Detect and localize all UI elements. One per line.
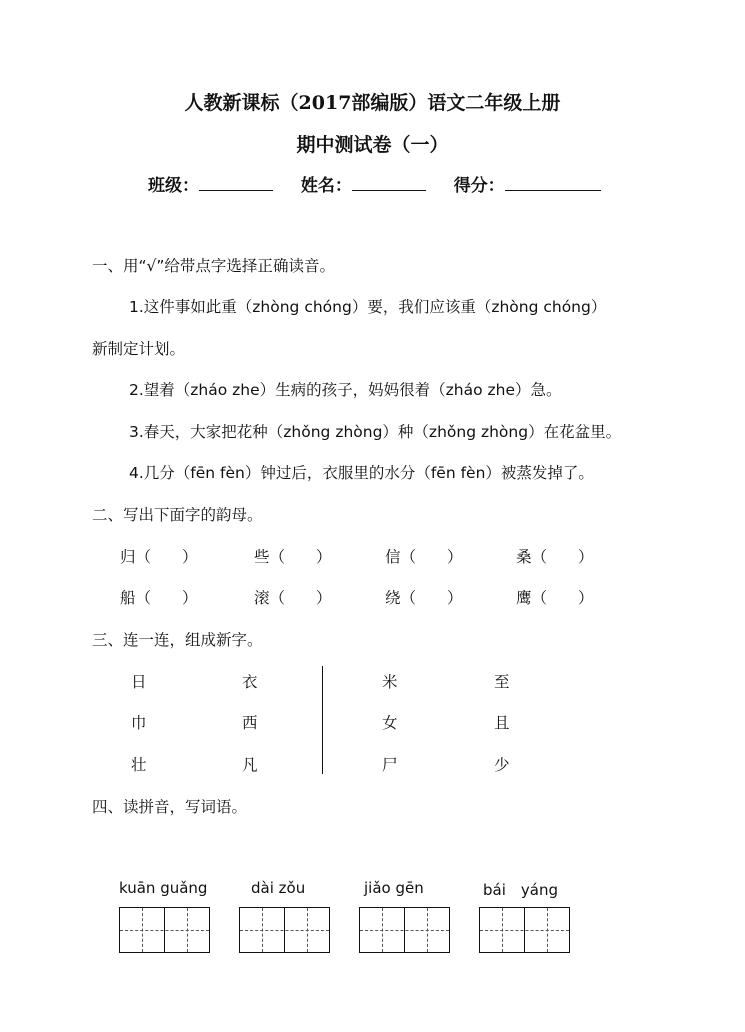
- column-divider: [322, 666, 323, 774]
- section1-item-3: 3.春天，大家把花种（zhǒng zhòng）种（zhǒng zhòng）在花盆里。: [129, 423, 622, 441]
- section1-heading: 一、用“√”给带点字选择正确读音。: [92, 257, 335, 275]
- section1-item-2: 2.望着（zháo zhe）生病的孩子，妈妈很着（zháo zhe）急。: [129, 381, 562, 399]
- writing-grid[interactable]: [119, 907, 210, 953]
- section4-heading: 四、读拼音，写词语。: [92, 798, 248, 816]
- student-info-line: [148, 171, 601, 196]
- grid-guide: [480, 930, 569, 931]
- section2-item: 滚（ ）: [254, 589, 332, 607]
- match-char[interactable]: 且: [494, 714, 510, 732]
- section2-item: 桑（ ）: [516, 548, 594, 566]
- class-blank[interactable]: [199, 173, 273, 191]
- section2-item: 些（ ）: [254, 548, 332, 566]
- pinyin-label: jiǎo gēn: [364, 879, 424, 897]
- match-char[interactable]: 凡: [242, 756, 258, 774]
- grid-guide: [360, 930, 449, 931]
- match-char[interactable]: 西: [242, 714, 258, 732]
- match-char[interactable]: 少: [494, 756, 510, 774]
- writing-grid[interactable]: [239, 907, 330, 953]
- section1-item-4: 4.几分（fēn fèn）钟过后，衣服里的水分（fēn fèn）被蒸发掉了。: [129, 464, 594, 482]
- writing-grid[interactable]: [479, 907, 570, 953]
- name-blank[interactable]: [352, 173, 426, 191]
- match-char[interactable]: 女: [382, 714, 398, 732]
- pinyin-label: kuān guǎng: [119, 879, 208, 897]
- section2-item: 信（ ）: [385, 548, 463, 566]
- match-char[interactable]: 巾: [131, 714, 147, 732]
- section1-item-1: 1.这件事如此重（zhòng chóng）要，我们应该重（zhòng chóng）: [129, 298, 607, 316]
- class-label: 班级：: [148, 176, 199, 196]
- grid-guide: [120, 930, 209, 931]
- page-subtitle: 期中测试卷（一）: [296, 134, 449, 156]
- writing-grid[interactable]: [359, 907, 450, 953]
- match-char[interactable]: 壮: [131, 756, 147, 774]
- section2-heading: 二、写出下面字的韵母。: [92, 506, 263, 524]
- score-label: 得分：: [453, 176, 505, 196]
- name-label: 姓名：: [300, 176, 352, 196]
- section2-item: 船（ ）: [120, 589, 198, 607]
- section2-item: 绕（ ）: [385, 589, 463, 607]
- match-char[interactable]: 衣: [242, 673, 258, 691]
- section1-item-1-cont: 新制定计划。: [92, 340, 186, 358]
- match-char[interactable]: 至: [494, 673, 510, 691]
- match-char[interactable]: 日: [131, 673, 147, 691]
- section2-item: 归（ ）: [120, 548, 198, 566]
- pinyin-label: dài zǒu: [251, 879, 306, 897]
- section3-heading: 三、连一连，组成新字。: [92, 631, 263, 649]
- page-title: 人教新课标（2017部编版）语文二年级上册: [184, 92, 561, 114]
- match-char[interactable]: 米: [382, 673, 398, 691]
- score-blank[interactable]: [505, 173, 601, 191]
- pinyin-label: bái yáng: [483, 881, 558, 899]
- grid-guide: [240, 930, 329, 931]
- section2-item: 鹰（ ）: [516, 589, 594, 607]
- match-char[interactable]: 尸: [382, 756, 398, 774]
